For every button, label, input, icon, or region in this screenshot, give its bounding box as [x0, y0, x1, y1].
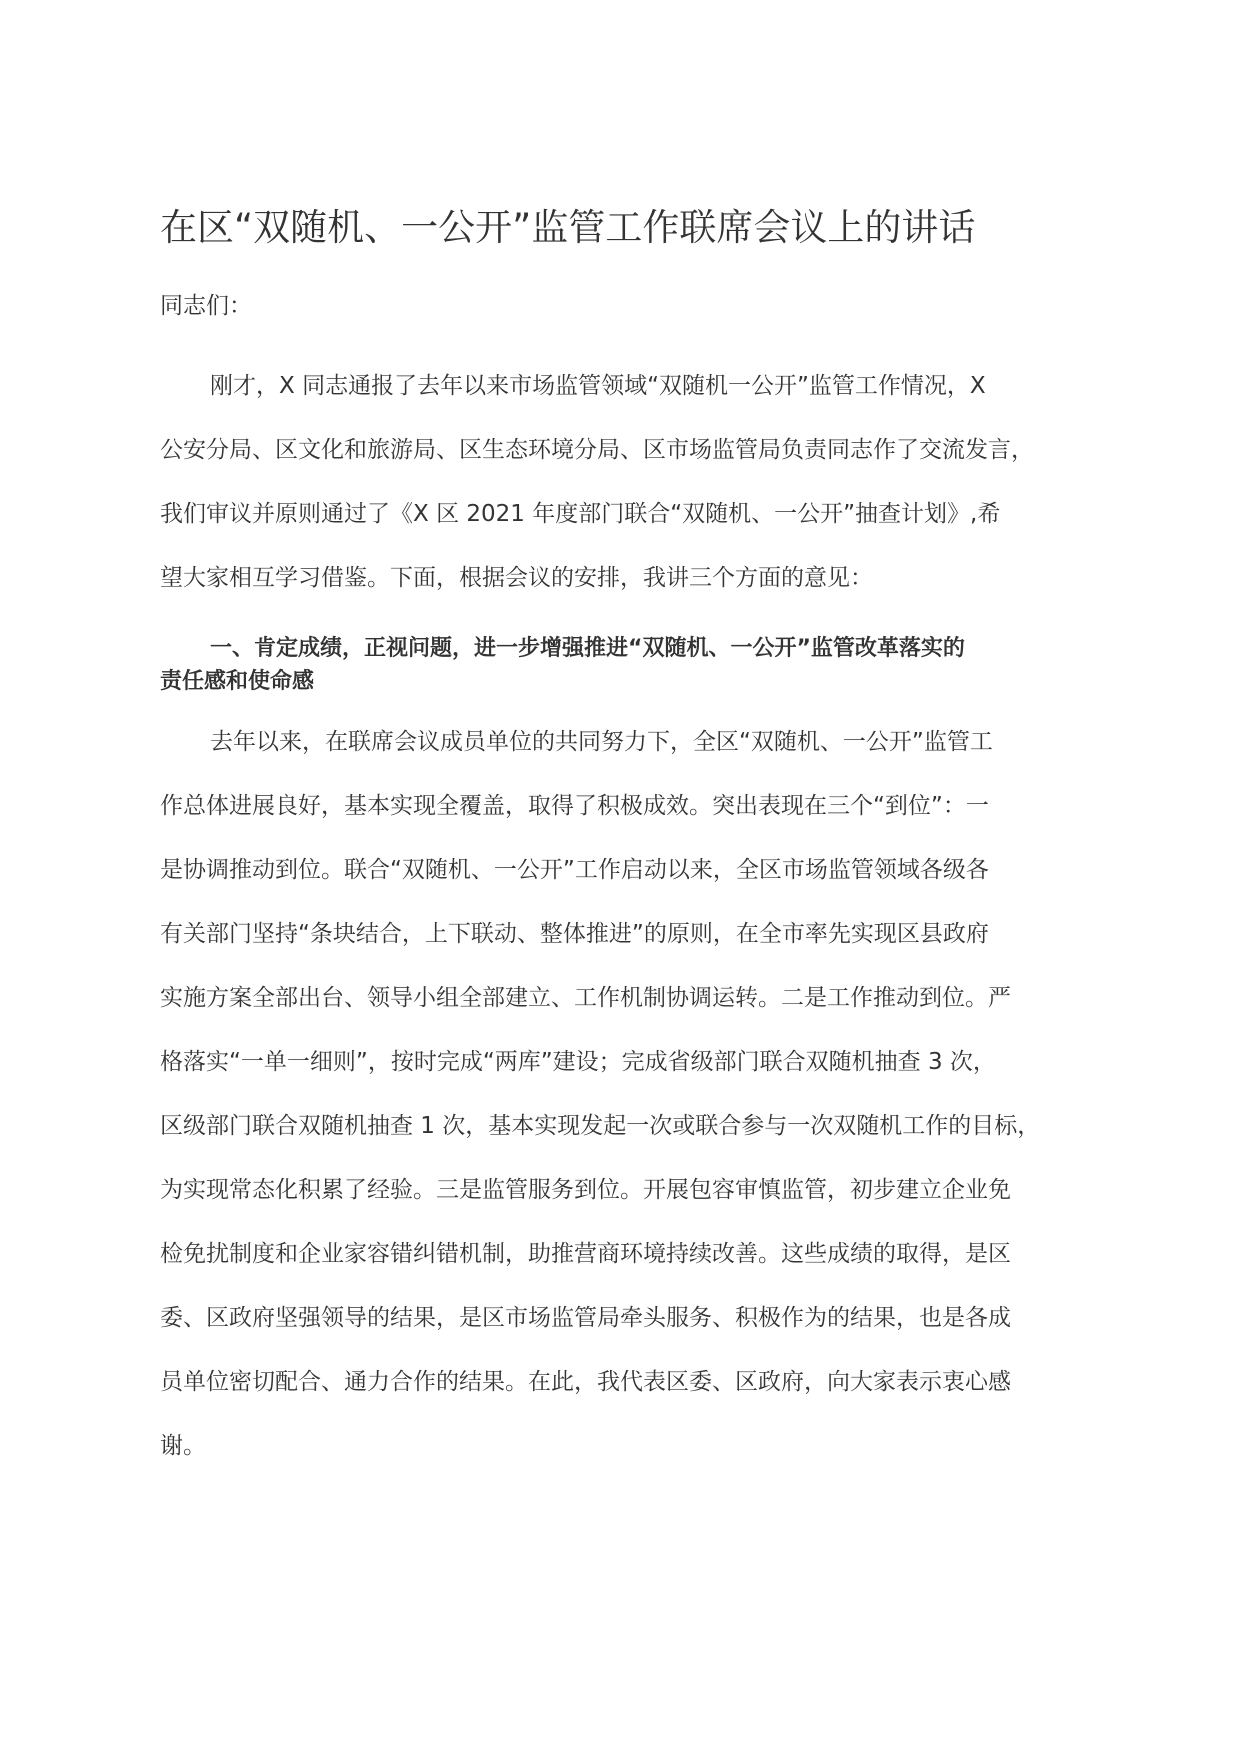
section-heading-1	[160, 632, 1100, 698]
paragraph-line: 谢。	[160, 1433, 206, 1459]
document-title: 在区“双随机、一公开”监管工作联席会议上的讲话	[160, 206, 976, 249]
heading-line: 一、肯定成绩，正视问题，进一步增强推进“双随机、一公开”监管改革落实的	[210, 636, 965, 661]
heading-line: 责任感和使命感	[160, 669, 315, 694]
paragraph-line: 刚才，X 同志通报了去年以来市场监管领域“双随机一公开”监管工作情况，X	[210, 373, 986, 399]
paragraph-line: 去年以来，在联席会议成员单位的共同努力下，全区“双随机、一公开”监管工	[210, 729, 993, 755]
paragraph-line: 实施方案全部出台、领导小组全部建立、工作机制协调运转。二是工作推动到位。严	[160, 985, 1011, 1011]
paragraph-line: 望大家相互学习借鉴。下面，根据会议的安排，我讲三个方面的意见：	[160, 565, 873, 591]
paragraph-line: 公安分局、区文化和旅游局、区生态环境分局、区市场监管局负责同志作了交流发言，	[160, 437, 1034, 463]
paragraph-line: 有关部门坚持“条块结合，上下联动、整体推进”的原则，在全市率先实现区县政府	[160, 921, 989, 947]
paragraph-line: 作总体进展良好，基本实现全覆盖，取得了积极成效。突出表现在三个“到位”：一	[160, 793, 989, 819]
paragraph-line: 是协调推动到位。联合“双随机、一公开”工作启动以来，全区市场监管领域各级各	[160, 857, 989, 883]
section1-paragraph	[160, 710, 1100, 1478]
paragraph-line: 区级部门联合双随机抽查 1 次，基本实现发起一次或联合参与一次双随机工作的目标，	[160, 1113, 1041, 1139]
salutation: 同志们：	[160, 293, 252, 319]
intro-paragraph	[160, 354, 1100, 610]
paragraph-line: 员单位密切配合、通力合作的结果。在此，我代表区委、区政府，向大家表示衷心感	[160, 1369, 1011, 1395]
paragraph-line: 检免扰制度和企业家容错纠错机制，助推营商环境持续改善。这些成绩的取得，是区	[160, 1241, 1011, 1267]
paragraph-line: 委、区政府坚强领导的结果，是区市场监管局牵头服务、积极作为的结果，也是各成	[160, 1305, 1011, 1331]
paragraph-line: 格落实“一单一细则”，按时完成“两库”建设；完成省级部门联合双随机抽查 3 次，	[160, 1049, 996, 1075]
paragraph-line: 为实现常态化积累了经验。三是监管服务到位。开展包容审慎监管，初步建立企业免	[160, 1177, 1011, 1203]
paragraph-line: 我们审议并原则通过了《X 区 2021 年度部门联合“双随机、一公开”抽查计划》,希	[160, 501, 1001, 527]
